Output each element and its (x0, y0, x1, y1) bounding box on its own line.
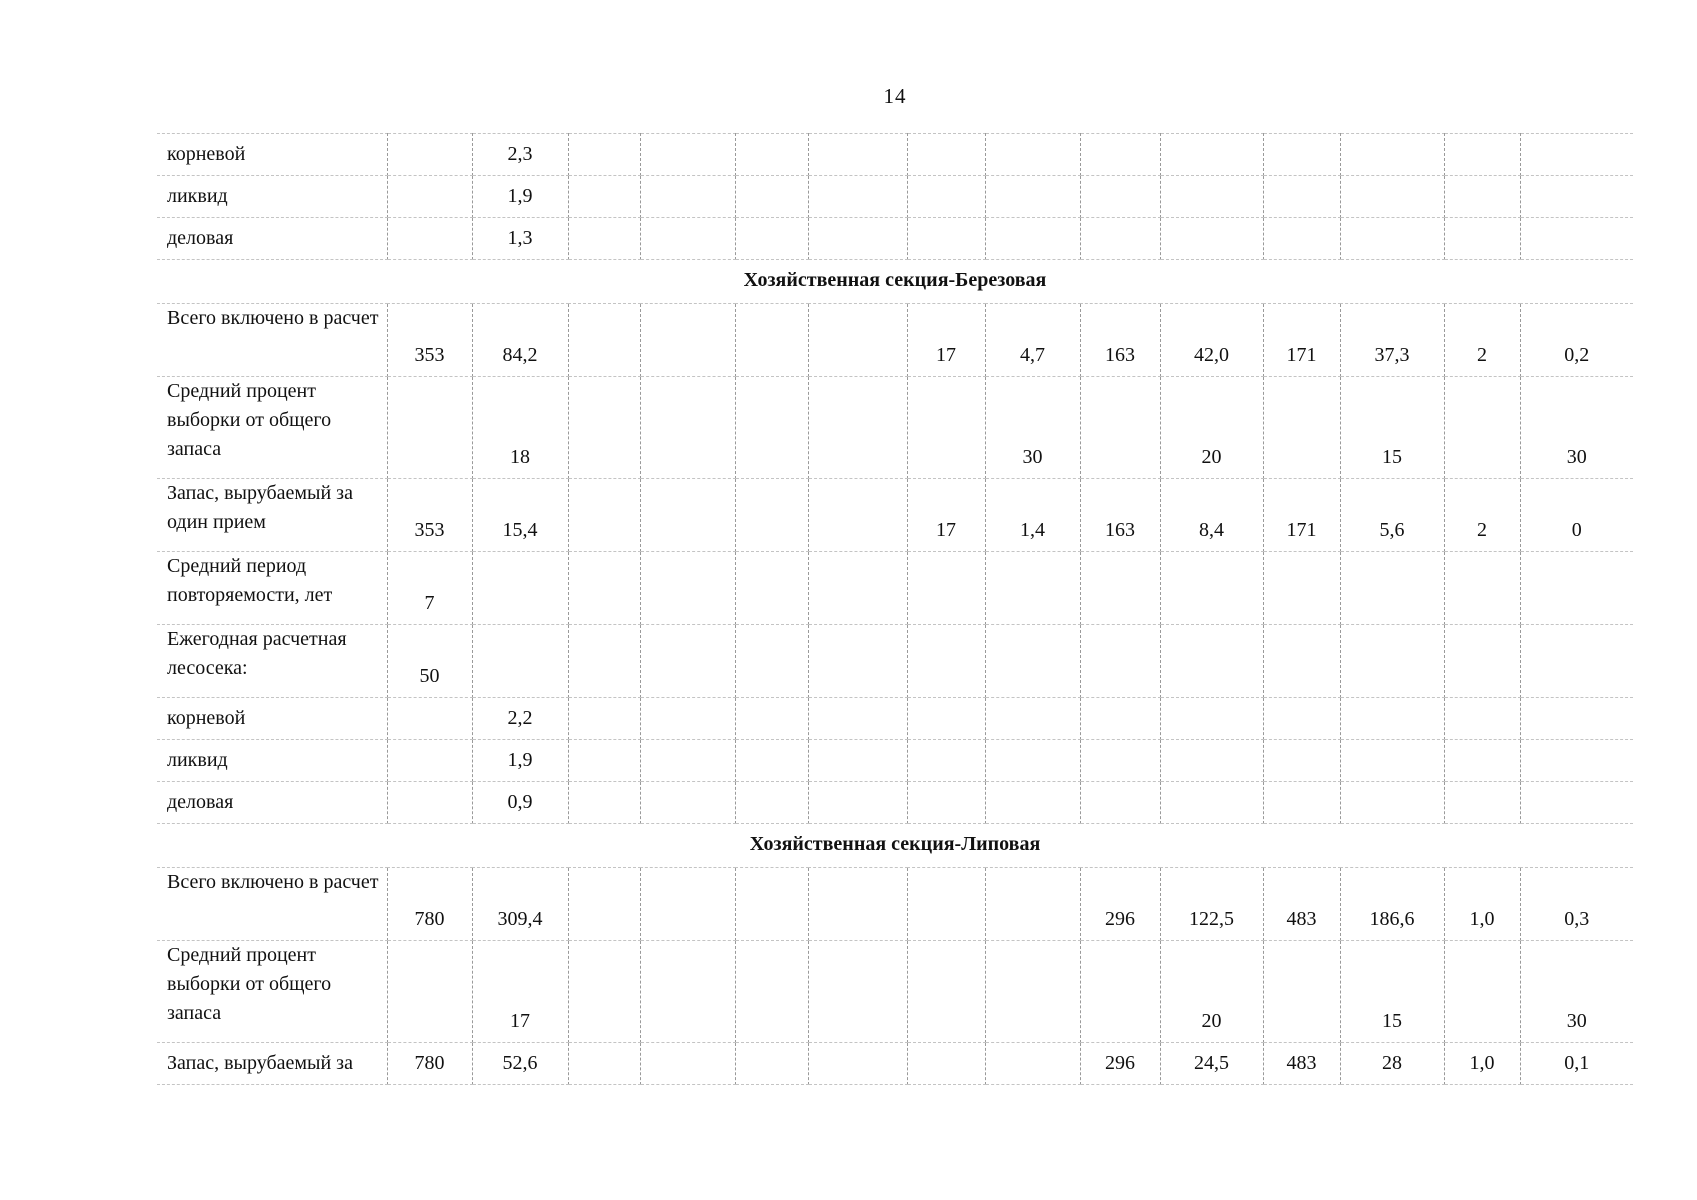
table-cell (1520, 625, 1633, 698)
table-cell (568, 1043, 640, 1085)
table-row (157, 479, 1633, 552)
table-cell (1444, 377, 1520, 479)
table-cell: 2,2 (472, 698, 568, 740)
table-cell (568, 479, 640, 552)
table-cell (1444, 176, 1520, 218)
table-cell: 0,1 (1520, 1043, 1633, 1085)
table-cell (568, 304, 640, 377)
table-cell (1444, 941, 1520, 1043)
table-cell: 780 (387, 1043, 472, 1085)
table-cell: 15,4 (472, 479, 568, 552)
table-cell (1340, 782, 1444, 824)
table-cell (907, 625, 985, 698)
table-cell (1444, 740, 1520, 782)
row-label: Запас, вырубаемый за один прием (157, 479, 387, 552)
table-cell (1160, 698, 1263, 740)
forest-calculation-table (157, 133, 1633, 1085)
table-cell (1160, 782, 1263, 824)
table-cell (808, 868, 907, 941)
table-cell (387, 176, 472, 218)
table-cell: 5,6 (1340, 479, 1444, 552)
table-cell (640, 134, 735, 176)
row-label: ликвид (157, 176, 387, 218)
table-cell: 171 (1263, 479, 1340, 552)
table-row (157, 218, 1633, 260)
table-cell: 7 (387, 552, 472, 625)
table-cell (735, 1043, 808, 1085)
table-cell (907, 134, 985, 176)
table-cell (568, 134, 640, 176)
table-cell (735, 218, 808, 260)
row-label: Средний процент выборки от общего запаса (157, 941, 387, 1043)
table-cell (387, 218, 472, 260)
page-number: 14 (883, 84, 907, 108)
table-cell (985, 941, 1080, 1043)
table-cell (808, 479, 907, 552)
table-cell (808, 176, 907, 218)
table-cell: 28 (1340, 1043, 1444, 1085)
table-cell: 1,9 (472, 740, 568, 782)
table-cell (568, 176, 640, 218)
table-cell (640, 782, 735, 824)
table-cell: 84,2 (472, 304, 568, 377)
row-label: Ежегодная расчетная лесосека: (157, 625, 387, 698)
table-cell (735, 176, 808, 218)
table-cell (640, 552, 735, 625)
table-cell (1263, 134, 1340, 176)
table-cell (1263, 218, 1340, 260)
table-cell: 2,3 (472, 134, 568, 176)
table-cell: 8,4 (1160, 479, 1263, 552)
table-cell (1080, 218, 1160, 260)
row-label: Средний процент выборки от общего запаса (157, 377, 387, 479)
table-cell (568, 782, 640, 824)
table-cell (1263, 941, 1340, 1043)
table-cell: 24,5 (1160, 1043, 1263, 1085)
table-cell (1080, 740, 1160, 782)
table-cell (808, 625, 907, 698)
table-cell (1160, 218, 1263, 260)
table-cell (1444, 782, 1520, 824)
table-cell: 17 (472, 941, 568, 1043)
table-cell: 1,0 (1444, 868, 1520, 941)
table-cell (1160, 740, 1263, 782)
table-cell: 42,0 (1160, 304, 1263, 377)
table-cell (735, 740, 808, 782)
table-cell: 483 (1263, 1043, 1340, 1085)
table-cell: 52,6 (472, 1043, 568, 1085)
table-cell (1520, 176, 1633, 218)
table-row (157, 176, 1633, 218)
table-cell: 30 (985, 377, 1080, 479)
table-cell: 30 (1520, 377, 1633, 479)
table-cell (568, 218, 640, 260)
table-cell (808, 552, 907, 625)
table-cell: 20 (1160, 941, 1263, 1043)
table-cell (808, 698, 907, 740)
section-title: Хозяйственная секция-Березовая (157, 260, 1633, 304)
table-cell (808, 740, 907, 782)
table-cell (1263, 625, 1340, 698)
table-cell (568, 552, 640, 625)
table-cell (985, 176, 1080, 218)
table-cell (387, 740, 472, 782)
table-cell (640, 479, 735, 552)
table-cell (1340, 625, 1444, 698)
table-cell (1263, 698, 1340, 740)
table-row (157, 134, 1633, 176)
table-cell (907, 868, 985, 941)
table-cell (985, 868, 1080, 941)
table-cell (640, 304, 735, 377)
table-cell: 1,9 (472, 176, 568, 218)
table-cell (907, 377, 985, 479)
table-cell (907, 552, 985, 625)
table-cell (985, 1043, 1080, 1085)
table-cell (735, 134, 808, 176)
table-cell (735, 698, 808, 740)
table-cell: 2 (1444, 304, 1520, 377)
table-cell (1263, 176, 1340, 218)
table-cell (640, 868, 735, 941)
table-cell (1160, 134, 1263, 176)
table-cell (568, 625, 640, 698)
row-label: Всего включено в расчет (157, 304, 387, 377)
table-cell: 15 (1340, 941, 1444, 1043)
table-cell (1340, 698, 1444, 740)
table-cell: 2 (1444, 479, 1520, 552)
table-cell (907, 782, 985, 824)
table-cell (1340, 176, 1444, 218)
table-row (157, 1043, 1633, 1085)
section-title: Хозяйственная секция-Липовая (157, 824, 1633, 868)
table-cell (1080, 782, 1160, 824)
table-cell (808, 304, 907, 377)
table-cell (985, 782, 1080, 824)
table-cell (1263, 782, 1340, 824)
table-cell (1080, 377, 1160, 479)
table-cell: 15 (1340, 377, 1444, 479)
table-cell (1340, 552, 1444, 625)
table-cell (1080, 552, 1160, 625)
table-cell (985, 134, 1080, 176)
table-cell (1520, 552, 1633, 625)
table-cell: 186,6 (1340, 868, 1444, 941)
table-cell: 309,4 (472, 868, 568, 941)
row-label: Средний период повторяемости, лет (157, 552, 387, 625)
table-row (157, 868, 1633, 941)
table-cell: 163 (1080, 479, 1160, 552)
table-cell (1444, 552, 1520, 625)
table-cell (640, 625, 735, 698)
table-cell (985, 698, 1080, 740)
table-cell (735, 782, 808, 824)
table-cell (472, 625, 568, 698)
table-cell: 50 (387, 625, 472, 698)
table-cell (1520, 218, 1633, 260)
table-cell: 0,9 (472, 782, 568, 824)
table-cell (1160, 176, 1263, 218)
table-cell (387, 782, 472, 824)
table-row (157, 698, 1633, 740)
table-cell (1444, 218, 1520, 260)
table-row (157, 625, 1633, 698)
row-label: деловая (157, 218, 387, 260)
table-cell: 30 (1520, 941, 1633, 1043)
table-cell (568, 868, 640, 941)
section-header-row (157, 260, 1633, 304)
table-cell (1520, 698, 1633, 740)
table-row (157, 552, 1633, 625)
table-cell: 0 (1520, 479, 1633, 552)
table-cell (1520, 134, 1633, 176)
table-body (157, 134, 1633, 1085)
table-cell (1340, 218, 1444, 260)
table-row (157, 782, 1633, 824)
row-label: корневой (157, 698, 387, 740)
table-cell (1340, 134, 1444, 176)
table-cell (1444, 134, 1520, 176)
table-cell (735, 479, 808, 552)
table-cell (735, 625, 808, 698)
table-row (157, 377, 1633, 479)
table-cell (808, 377, 907, 479)
table-cell: 4,7 (985, 304, 1080, 377)
table-cell: 163 (1080, 304, 1160, 377)
table-cell: 296 (1080, 868, 1160, 941)
table-cell: 0,3 (1520, 868, 1633, 941)
table-cell: 1,4 (985, 479, 1080, 552)
table-cell (387, 377, 472, 479)
table-row (157, 304, 1633, 377)
table-cell (808, 218, 907, 260)
table-cell: 171 (1263, 304, 1340, 377)
table-cell (1340, 740, 1444, 782)
table-cell (1263, 740, 1340, 782)
table-cell (985, 625, 1080, 698)
table-cell (1444, 698, 1520, 740)
table-cell: 353 (387, 479, 472, 552)
table-cell (808, 1043, 907, 1085)
table-cell (735, 304, 808, 377)
table-cell (640, 941, 735, 1043)
table-cell (387, 698, 472, 740)
table-cell (1160, 625, 1263, 698)
table-cell: 780 (387, 868, 472, 941)
row-label: деловая (157, 782, 387, 824)
table-cell (1263, 552, 1340, 625)
table-cell (640, 218, 735, 260)
table-cell (387, 941, 472, 1043)
table-row (157, 740, 1633, 782)
table-cell (640, 1043, 735, 1085)
table-cell (1080, 134, 1160, 176)
table-cell: 0,2 (1520, 304, 1633, 377)
table-cell (1080, 698, 1160, 740)
table-cell: 296 (1080, 1043, 1160, 1085)
table-cell: 1,0 (1444, 1043, 1520, 1085)
table-cell (640, 740, 735, 782)
table-cell (1080, 941, 1160, 1043)
table-cell (568, 698, 640, 740)
table-cell (735, 941, 808, 1043)
table-cell (735, 552, 808, 625)
table-cell (808, 134, 907, 176)
table-cell: 122,5 (1160, 868, 1263, 941)
table-cell (907, 1043, 985, 1085)
table-cell (985, 740, 1080, 782)
table-cell: 20 (1160, 377, 1263, 479)
table-cell (568, 377, 640, 479)
table-cell: 17 (907, 304, 985, 377)
table-cell: 1,3 (472, 218, 568, 260)
table-cell (387, 134, 472, 176)
table-cell (1263, 377, 1340, 479)
row-label: Всего включено в расчет (157, 868, 387, 941)
table-cell (640, 377, 735, 479)
table-cell (907, 176, 985, 218)
row-label: корневой (157, 134, 387, 176)
table-cell (808, 782, 907, 824)
table-cell (1520, 782, 1633, 824)
section-header-row (157, 824, 1633, 868)
table-cell (907, 740, 985, 782)
table-cell (907, 218, 985, 260)
table-cell: 17 (907, 479, 985, 552)
table-cell (1444, 625, 1520, 698)
table-cell (808, 941, 907, 1043)
table-cell (907, 941, 985, 1043)
table-cell (472, 552, 568, 625)
row-label: ликвид (157, 740, 387, 782)
table-cell (1520, 740, 1633, 782)
table-cell: 37,3 (1340, 304, 1444, 377)
table-cell (1160, 552, 1263, 625)
table-cell (735, 868, 808, 941)
row-label: Запас, вырубаемый за (157, 1043, 387, 1085)
table-cell (1080, 176, 1160, 218)
table-cell: 483 (1263, 868, 1340, 941)
table-cell: 353 (387, 304, 472, 377)
table-cell (985, 218, 1080, 260)
table-cell (735, 377, 808, 479)
table-cell: 18 (472, 377, 568, 479)
table-cell (568, 740, 640, 782)
table-cell (640, 698, 735, 740)
forest-table-container (157, 133, 1633, 1085)
table-cell (985, 552, 1080, 625)
table-cell (568, 941, 640, 1043)
table-cell (907, 698, 985, 740)
table-row (157, 941, 1633, 1043)
table-cell (1080, 625, 1160, 698)
table-cell (640, 176, 735, 218)
